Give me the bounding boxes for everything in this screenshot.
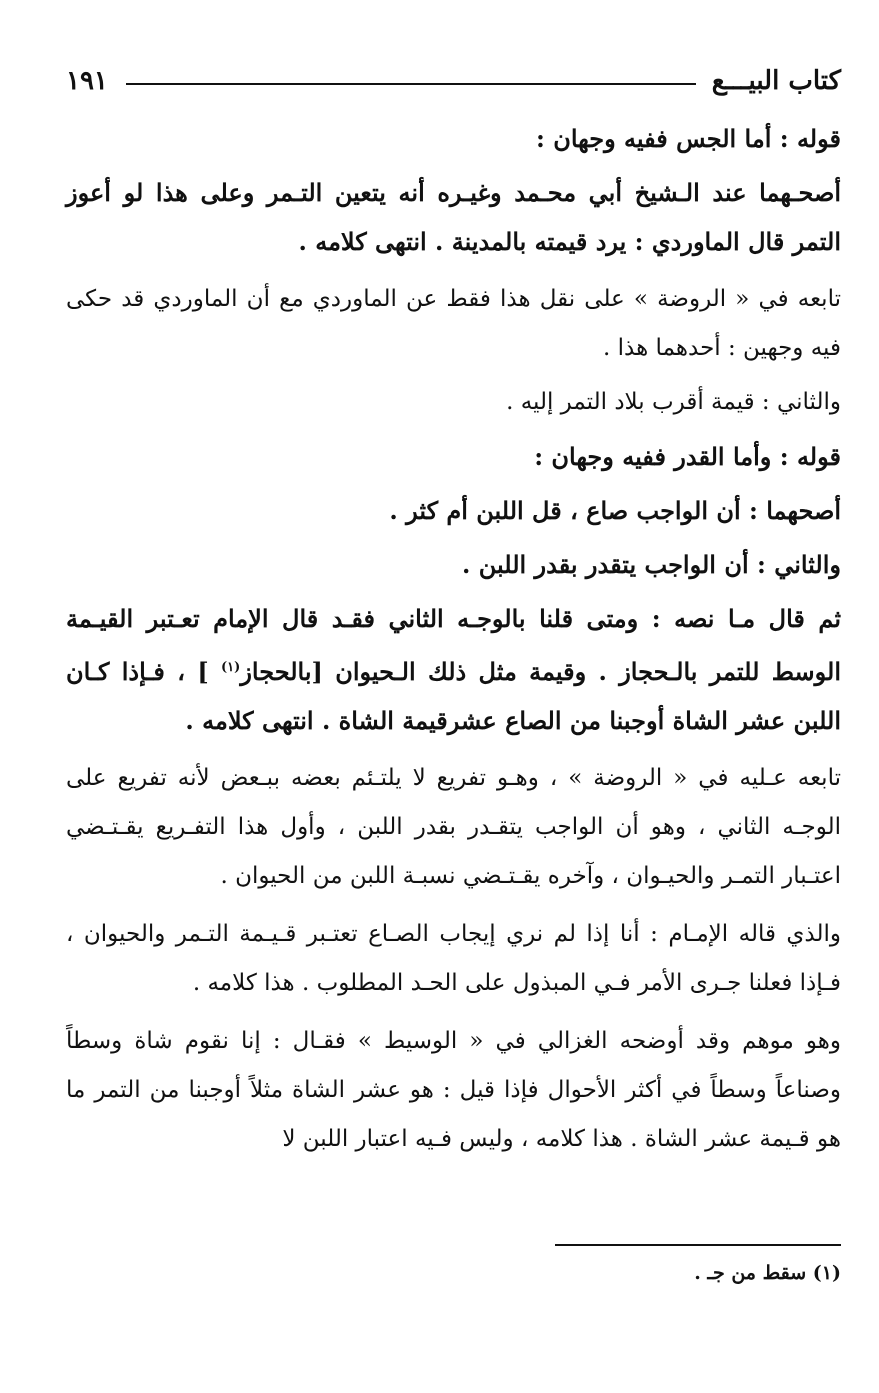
paragraph: والثاني : قيمة أقرب بلاد التمر إليه . (506, 389, 841, 415)
footnote-rule (555, 1244, 841, 1246)
paragraph: أصحـهما عند الـشيخ أبي محـمد وغيـره أنه يتعين التـمر وعلى هذا لو أعوز التمر قال الماوردي : يرد قيمته بالمدينة . انتهى كلامه . (66, 178, 841, 256)
paragraph: قوله : وأما القدر ففيه وجهان : (534, 442, 841, 471)
footnote-ref: (١) (221, 660, 241, 675)
paragraph-text: ] ، فـإذا كـان اللبن عشر الشاة أوجبنا من الصاع عشرقيمة الشاة . انتهى كلامه . (66, 657, 841, 735)
page-header (66, 58, 841, 104)
page-body (66, 114, 841, 1164)
page-number: ١٩١ (66, 66, 108, 96)
paragraph: تابعه عـليه في « الروضة » ، وهـو تفريع لا يلتـئم بعضه ببـعض لأنه تفريع على الوجـه الثاني ، وهو أن الواجب يتقـدر بقدر اللبن ، وأول هذا التفـريع يقـتـضي اعتـبار التمـر والحيـوان ، وآخره يقـتـضي نسبـة اللبن من الحيوان . (66, 765, 841, 889)
paragraph: قوله : أما الجس ففيه وجهان : (536, 124, 841, 153)
running-title: كتاب البيـــع (711, 66, 841, 96)
paragraph: تابعه في « الروضة » على نقل هذا فقط عن الماوردي مع أن الماوردي قد حكى فيه وجهين : أحدهما هذا . (66, 286, 841, 361)
paragraph-text: ثم قال مـا نصه : ومتى قلنا بالوجـه الثاني فقـد قال الإمام تعـتبر القيـمة الوسط للتمر بالـحجاز . وقيمة مثل ذلك الـحيوان [بالحجاز (66, 604, 841, 686)
book-page (66, 58, 841, 1358)
paragraph: والذي قاله الإمـام : أنا إذا لم نري إيجاب الصـاع تعتـبر قـيـمة التـمر والحيوان ، فـإذا فعلنا جـرى الأمر فـي المبذول على الحـد المطلوب . هذا كلامه . (66, 921, 841, 996)
paragraph: والثاني : أن الواجب يتقدر بقدر اللبن . (462, 550, 841, 579)
paragraph: أصحهما : أن الواجب صاع ، قل اللبن أم كثر . (389, 496, 841, 525)
header-rule (126, 83, 696, 85)
footnote: (١) سقط من جـ . (694, 1262, 841, 1284)
paragraph: وهو موهم وقد أوضحه الغزالي في « الوسيط » فقـال : إنا نقوم شاة وسطاً وصناعاً وسطاً في أكثر الأحوال فإذا قيل : هو عشر الشاة مثلاً أوجبنا من التمر ما هو قـيمة عشر الشاة . هذا كلامه ، وليس فـيه اعتبار اللبن لا (66, 1028, 841, 1152)
paragraph (66, 594, 841, 745)
